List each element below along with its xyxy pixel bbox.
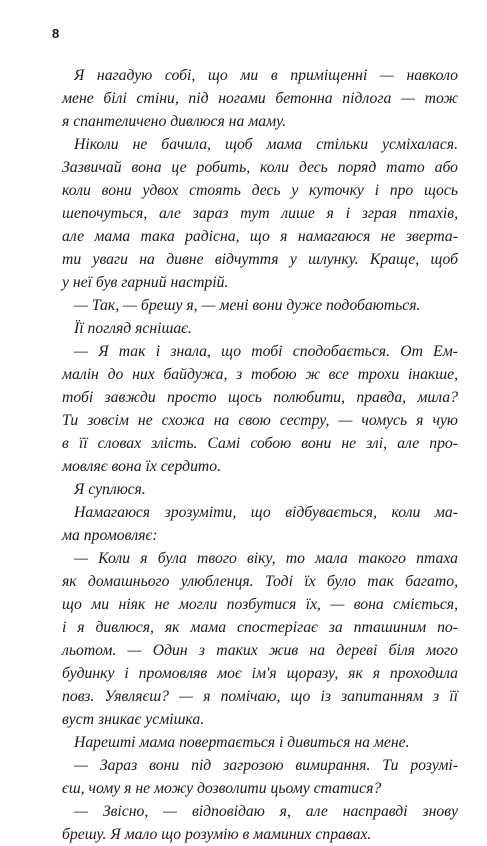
text-line: Намагаюся зрозуміти, що відбувається, коли ма- bbox=[74, 504, 458, 521]
text-line: я спантеличено дивлюся на маму. bbox=[62, 113, 286, 130]
page-number: 8 bbox=[52, 26, 60, 41]
text-line: ти уваги на дивне відчуття у шлунку. Краще, щоб bbox=[62, 251, 458, 268]
text-line: але мама така радісна, що я намагаюся не зверта- bbox=[62, 228, 458, 245]
text-line: — Звісно, — відповідаю я, але насправді знову bbox=[74, 803, 458, 820]
text-line: Ніколи не бачила, щоб мама стільки усміхалася. bbox=[74, 136, 458, 153]
paragraph bbox=[62, 294, 458, 317]
text-line: ма промовляє: bbox=[62, 527, 158, 544]
text-line: коли вони удвох стоять десь у куточку і про щось bbox=[62, 182, 458, 199]
paragraph bbox=[62, 478, 458, 501]
text-line: що ми ніяк не могли позбутися їх, — вона сміється, bbox=[62, 596, 458, 613]
text-line: Нарешті мама повертається і дивиться на мене. bbox=[74, 734, 410, 751]
text-line: Я нагадую собі, що ми в приміщенні — навколо bbox=[74, 67, 458, 84]
paragraph bbox=[62, 317, 458, 340]
text-line: як домашнього улюбленця. Тоді їх було так багато, bbox=[62, 573, 458, 590]
text-line: тобі завжди просто щось полюбити, правда, мила? bbox=[62, 389, 458, 406]
text-line: мене білі стіни, під ногами бетонна підлога — тож bbox=[62, 90, 458, 107]
text-line: повз. Уявляєш? — я помічаю, що із запитанням з її bbox=[62, 688, 458, 705]
text-line: Я суплюся. bbox=[74, 481, 146, 498]
text-line: — Коли я була твого віку, то мала такого птаха bbox=[74, 550, 458, 567]
text-line: єш, чому я не можу дозволити цьому статися? bbox=[62, 780, 382, 797]
paragraph bbox=[62, 754, 458, 800]
text-line: шепочуться, але зараз тут лише я і зграя птахів, bbox=[62, 205, 458, 222]
paragraph bbox=[62, 501, 458, 547]
text-line: — Зараз вони під загрозою вимирання. Ти розумі- bbox=[74, 757, 458, 774]
paragraph bbox=[62, 800, 458, 846]
paragraph bbox=[62, 340, 458, 478]
text-line: Зазвичай вона це робить, коли десь поряд тато або bbox=[62, 159, 458, 176]
text-line: брешу. Я мало що розумію в маминих справах. bbox=[62, 826, 372, 843]
paragraph bbox=[62, 64, 458, 133]
text-line: — Так, — брешу я, — мені вони дуже подобаються. bbox=[74, 297, 421, 314]
text-line: малін до них байдужа, з тобою ж все трохи інакше, bbox=[62, 366, 458, 383]
text-line: мовляє вона їх сердито. bbox=[62, 458, 222, 475]
text-line: Її погляд яснішає. bbox=[74, 320, 192, 337]
text-line: у неї був гарний настрій. bbox=[62, 274, 229, 291]
text-line: льотом. — Один з таких жив на дереві біля мого bbox=[62, 642, 458, 659]
body-text bbox=[62, 64, 458, 846]
text-line: будинку і промовляв моє ім'я щоразу, як я проходила bbox=[62, 665, 458, 682]
text-line: і я дивлюся, як мама спостерігає за пташиним по- bbox=[62, 619, 458, 636]
text-line: Ти зовсім не схожа на свою сестру, — чомусь я чую bbox=[62, 412, 458, 429]
text-line: вуст зникає усмішка. bbox=[62, 711, 205, 728]
text-line: — Я так і знала, що тобі сподобається. От Ем- bbox=[74, 343, 458, 360]
text-line: в її словах злість. Самі собою вони не злі, але про- bbox=[62, 435, 458, 452]
paragraph bbox=[62, 547, 458, 731]
paragraph bbox=[62, 731, 458, 754]
paragraph bbox=[62, 133, 458, 294]
